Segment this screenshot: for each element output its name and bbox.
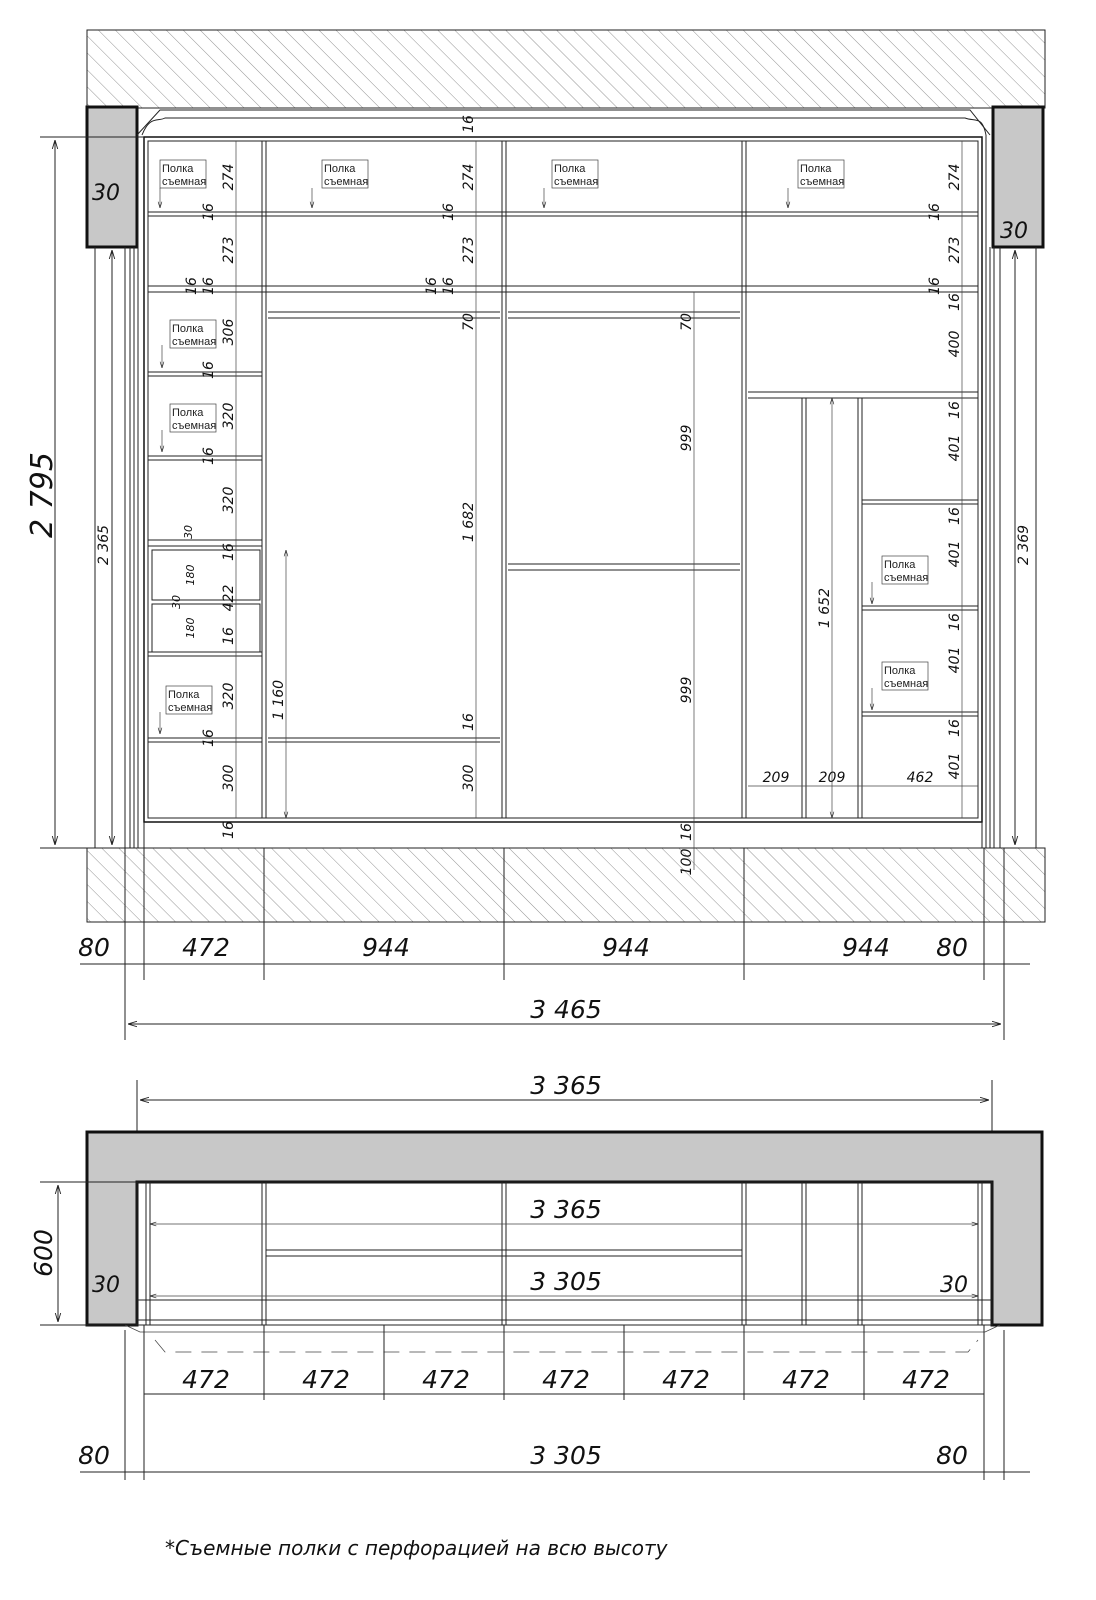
shelf-tag-line1: Полка	[172, 407, 204, 419]
shelf-tag	[788, 160, 844, 208]
plan-side-right: 30	[940, 1273, 968, 1298]
shelf-tag-line2: съемная	[162, 176, 207, 188]
section4	[748, 392, 978, 818]
dim-label: 16	[947, 401, 963, 419]
shelf-tag-line2: съемная	[172, 420, 217, 432]
top-shelves	[148, 212, 978, 292]
shelf-tag-line1: Полка	[162, 163, 194, 175]
shelf-tag	[544, 160, 598, 208]
left-column	[87, 107, 137, 247]
door-width-label: 472	[542, 1365, 590, 1394]
door-width-label: 472	[302, 1365, 350, 1394]
dim-label: 300	[221, 764, 237, 792]
dim-label: 944	[362, 933, 410, 962]
dim-label: 273	[947, 236, 963, 264]
dim-label: 80	[78, 933, 110, 962]
shelf-tag-line2: съемная	[168, 702, 213, 714]
ceiling-hatch	[87, 30, 1045, 108]
plan-inner-width: 3 365	[530, 1195, 602, 1224]
total-height-label: 2 795	[25, 452, 60, 538]
dim-label: 274	[947, 163, 963, 191]
dim-label: 16	[461, 713, 477, 731]
dim-label: 1 652	[817, 587, 833, 629]
dim-label: 1 682	[461, 501, 477, 543]
dim-label: 320	[221, 486, 237, 514]
dim-label: 16	[201, 361, 217, 379]
dim-label: 274	[461, 163, 477, 191]
shelf-tag-line1: Полка	[884, 665, 916, 677]
shelf-tag-line2: съемная	[172, 336, 217, 348]
shelf-tag	[872, 556, 928, 604]
shelf-tag-line2: съемная	[884, 678, 929, 690]
dim-label: 16	[947, 719, 963, 737]
shelf-tag-line2: съемная	[324, 176, 369, 188]
shelf-tag-line2: съемная	[884, 572, 929, 584]
ceiling-gap-right: 30	[1000, 219, 1028, 244]
dim-label: 320	[221, 402, 237, 430]
dim-label: 209	[818, 770, 846, 786]
dim-label: 472	[182, 933, 230, 962]
dim-label: 306	[221, 318, 237, 346]
dim-label: 320	[221, 682, 237, 710]
plan-view	[29, 1071, 1042, 1480]
dim-label: 999	[679, 676, 695, 704]
dim-label: 16	[679, 823, 695, 841]
shelf-tag-line1: Полка	[554, 163, 586, 175]
dim-label: 209	[762, 770, 790, 786]
front-view	[25, 30, 1045, 1040]
dim-label: 16	[201, 203, 217, 221]
ceiling-gap-left: 30	[92, 181, 120, 206]
shelf-tag-line1: Полка	[800, 163, 832, 175]
shelf-tag	[160, 686, 212, 734]
door-width-label: 472	[782, 1365, 830, 1394]
shelf-tag-line1: Полка	[324, 163, 356, 175]
shelf-tag-line2: съемная	[554, 176, 599, 188]
dim-label: 401	[947, 646, 963, 674]
dim-label: 30	[182, 525, 195, 539]
plan-edge-right: 80	[936, 1441, 968, 1470]
height-dimension	[25, 137, 1032, 848]
dim-label: 180	[184, 617, 197, 639]
door-width-label: 472	[182, 1365, 230, 1394]
dim-label: 16	[424, 277, 440, 295]
dim-label: 16	[221, 543, 237, 561]
section1-dims	[170, 141, 287, 839]
dim-label: 300	[461, 764, 477, 792]
shelf-tag-line1: Полка	[172, 323, 204, 335]
plan-depth: 600	[29, 1229, 58, 1277]
dim-label: 16	[927, 203, 943, 221]
plan-side-left: 30	[92, 1273, 120, 1298]
dim-label: 999	[679, 424, 695, 452]
shelf-tag-line1: Полка	[884, 559, 916, 571]
shelf-tag	[312, 160, 368, 208]
dim-label: 273	[461, 236, 477, 264]
right-height-label: 2 369	[1016, 524, 1032, 566]
dim-label: 401	[947, 752, 963, 780]
plan-inner-width2: 3 305	[530, 1267, 602, 1296]
shelf-tag-line2: съемная	[800, 176, 845, 188]
dim-label: 400	[947, 330, 963, 358]
dim-label: 274	[221, 163, 237, 191]
dim-label: 16	[201, 729, 217, 747]
dim-label: 16	[927, 277, 943, 295]
section3	[508, 312, 740, 570]
floor-hatch	[87, 848, 1045, 922]
dim-label: 1 160	[271, 679, 287, 721]
dim-label: 70	[679, 313, 695, 331]
dim-label: 273	[221, 236, 237, 264]
section3-dims	[679, 292, 695, 875]
dim-label: 100	[679, 848, 695, 876]
shelf-tags	[160, 160, 928, 734]
dim-label: 462	[906, 770, 934, 786]
plan-top-width: 3 365	[530, 1071, 602, 1100]
section2-dims	[424, 115, 477, 818]
dim-label: 70	[461, 313, 477, 331]
partitions	[262, 141, 746, 818]
dim-label: 16	[221, 627, 237, 645]
door-width-label: 472	[662, 1365, 710, 1394]
dim-label: 944	[602, 933, 650, 962]
shelf-tag	[872, 662, 928, 710]
shelf-tag	[162, 404, 216, 452]
dim-label: 16	[201, 277, 217, 295]
plan-edge-left: 80	[78, 1441, 110, 1470]
dim-label: 16	[441, 203, 457, 221]
door-width-label: 472	[422, 1365, 470, 1394]
dim-label: 16	[947, 507, 963, 525]
dim-label: 16	[441, 277, 457, 295]
plan-bottom-width: 3 305	[530, 1441, 602, 1470]
dim-label: 401	[947, 540, 963, 568]
dim-label: 422	[221, 584, 237, 612]
door-width-label: 472	[902, 1365, 950, 1394]
carcass	[144, 137, 982, 822]
overall-width-label: 3 465	[530, 995, 602, 1024]
footnote: *Съемные полки с перфорацией на всю высоту	[165, 1536, 668, 1560]
shelf-tag	[162, 320, 216, 368]
shelf-tag	[160, 160, 206, 208]
dim-label: 16	[221, 821, 237, 839]
dim-label: 16	[461, 115, 477, 133]
dim-label: 30	[170, 595, 183, 609]
dim-label: 16	[201, 447, 217, 465]
dim-label: 401	[947, 434, 963, 462]
dim-label: 180	[184, 564, 197, 586]
dim-label: 16	[947, 293, 963, 311]
shelf-tag-line1: Полка	[168, 689, 200, 701]
left-height-label: 2 365	[96, 524, 112, 566]
dim-label: 80	[936, 933, 968, 962]
dim-label: 16	[947, 613, 963, 631]
dim-label: 944	[842, 933, 890, 962]
dim-label: 16	[184, 277, 200, 295]
